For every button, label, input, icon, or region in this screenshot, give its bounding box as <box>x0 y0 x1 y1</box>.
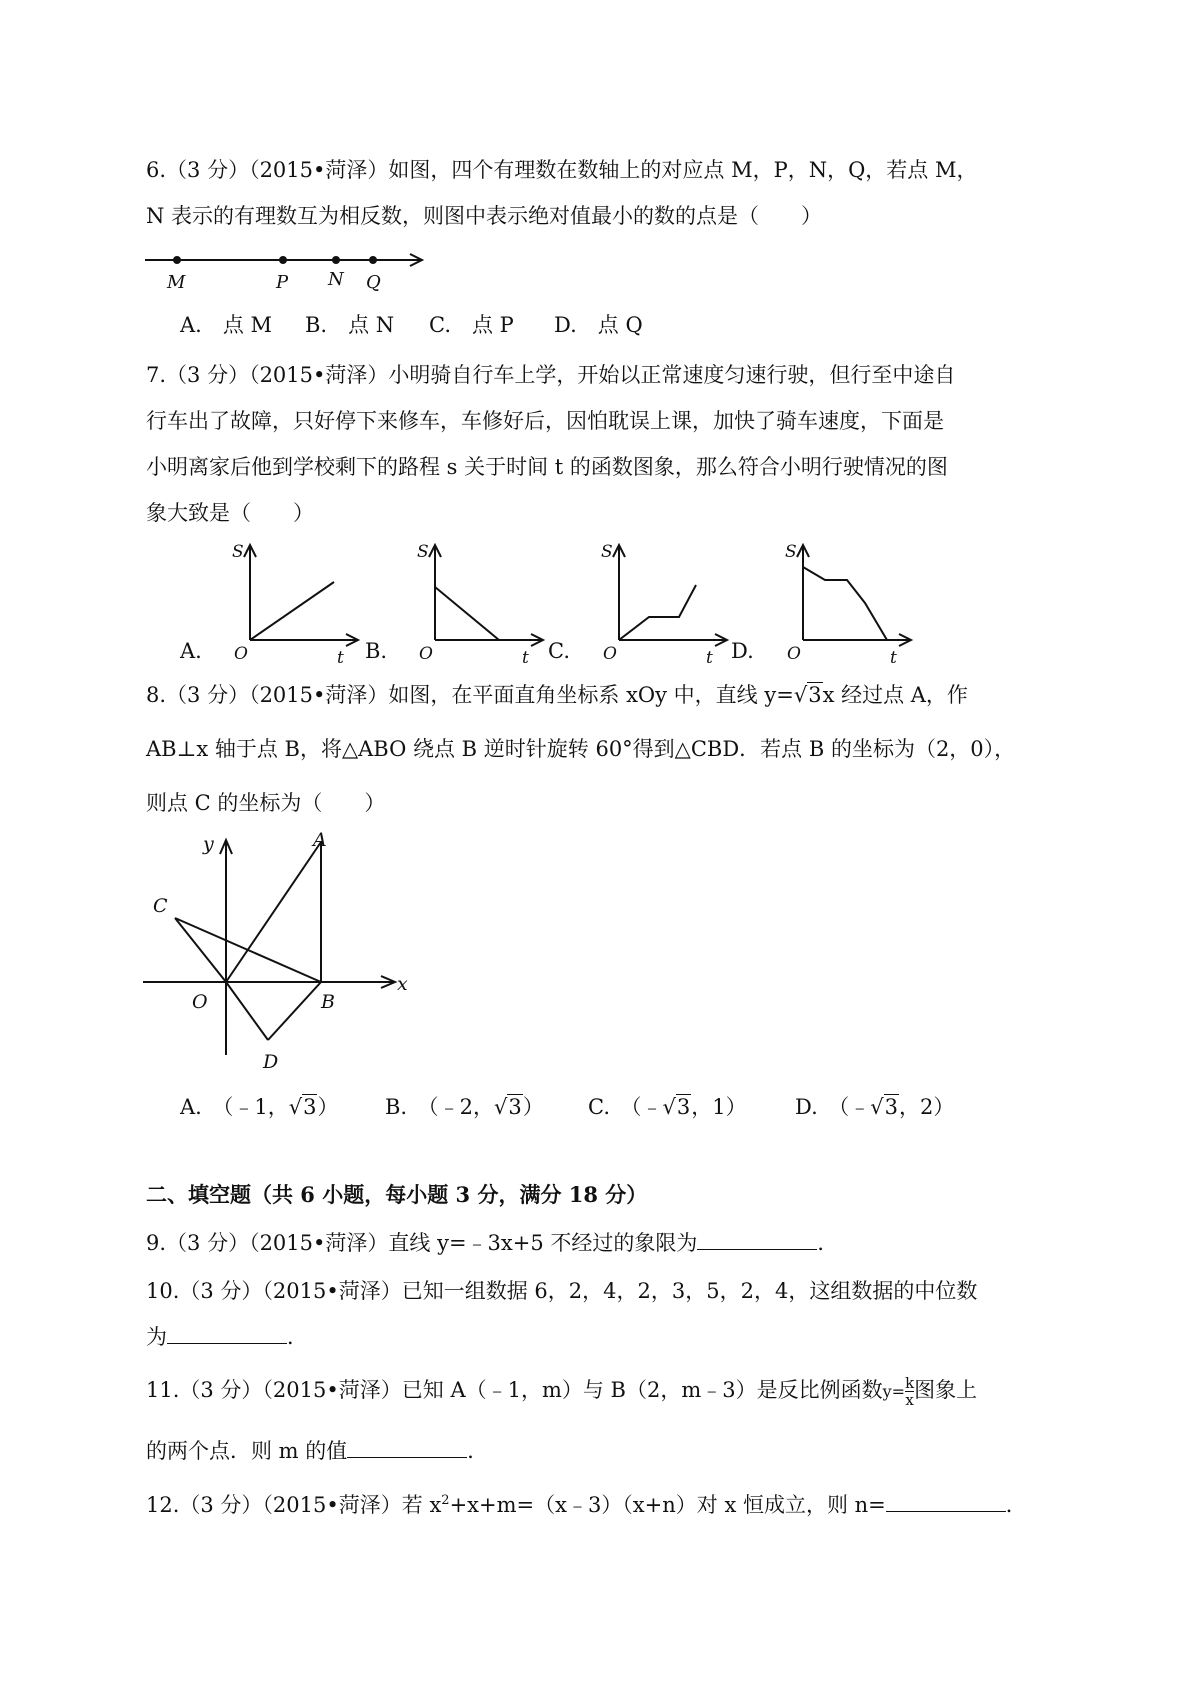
k-over-x-fraction: $\frac{k}{x}$ <box>905 1374 915 1409</box>
q8-coordinate-figure <box>135 830 425 1070</box>
axis-label-t: t <box>890 648 897 665</box>
label-c: C <box>153 895 168 917</box>
q7-stem-line1: 7.（3 分）（2015•菏泽）小明骑自行车上学，开始以正常速度匀速行驶，但行至中途自 <box>146 363 956 387</box>
point-label-q: Q <box>366 272 381 293</box>
point-label-m: M <box>167 272 186 293</box>
number-line-figure <box>140 240 440 295</box>
q7-graph-b <box>407 535 552 665</box>
axis-label-s: S <box>417 542 429 562</box>
q8-choice-b: B. （﹣2，√3） <box>385 1095 544 1119</box>
origin-label: O <box>419 644 433 664</box>
label-o: O <box>192 991 208 1013</box>
q8-stem-line3: 则点 C 的坐标为（ ） <box>146 791 386 815</box>
axis-label-t: t <box>337 648 344 665</box>
axis-label-t: t <box>522 648 529 665</box>
q7-stem-line2: 行车出了故障，只好停下来修车，车修好后，因怕耽误上课，加快了骑车速度，下面是 <box>146 409 944 433</box>
q12-stem: 12.（3 分）（2015•菏泽）若 $x^2+x+m=(x﹣3)(x+n)$对 x 恒成立，则 n= ． <box>146 1493 1027 1517</box>
q8-choice-d: D. （﹣√3，2） <box>795 1095 955 1119</box>
point-label-n: N <box>328 269 344 290</box>
axis-label-s: S <box>601 542 613 562</box>
q9-stem: 9.（3 分）（2015•菏泽）直线 y=﹣3x+5 不经过的象限为 ． <box>146 1231 839 1255</box>
q11-stem-line2: 的两个点．则 m 的值 ． <box>146 1439 489 1463</box>
q7-choice-c: C. <box>548 639 570 663</box>
origin-label: O <box>234 644 248 664</box>
q6-stem-line1: 6.（3 分）（2015•菏泽）如图，四个有理数在数轴上的对应点 M，P，N，Q，若点 M， <box>146 158 978 182</box>
label-d: D <box>263 1051 279 1070</box>
q7-stem-line4: 象大致是（ ） <box>146 501 314 525</box>
q8-choice-a: A. （﹣1，√3） <box>180 1095 339 1119</box>
axis-label-s: S <box>785 542 797 562</box>
q7-stem-line3: 小明离家后他到学校剩下的路程 s 关于时间 t 的函数图象，那么符合小明行驶情况的图 <box>146 455 948 479</box>
q6-stem-line2: N 表示的有理数互为相反数，则图中表示绝对值最小的数的点是（ ） <box>146 204 823 228</box>
point-label-p: P <box>276 272 289 293</box>
q7-choice-a: A. <box>180 639 202 663</box>
q7-choice-b: B. <box>365 639 388 663</box>
q7-choice-d: D. <box>731 639 754 663</box>
origin-label: O <box>787 644 801 664</box>
section-2-title: 二、填空题（共 6 小题，每小题 3 分，满分 18 分） <box>146 1182 648 1207</box>
label-y: y <box>203 833 214 855</box>
label-b: B <box>321 991 335 1013</box>
q10-stem-line1: 10.（3 分）（2015•菏泽）已知一组数据 6，2，4，2，3，5，2，4，这组数据的中位数 <box>146 1279 978 1303</box>
q11-answer-blank[interactable] <box>347 1437 467 1458</box>
q10-stem-line2: 为 ． <box>146 1325 308 1349</box>
axis-label-s: S <box>232 542 244 562</box>
q7-graph-d <box>775 535 920 665</box>
q6-choice-c: C. 点 P <box>429 313 514 337</box>
q8-stem-line2: AB⊥x 轴于点 B，将△ABO 绕点 B 逆时针旋转 60°得到△CBD．若点 B 的坐标为（2，0）， <box>146 737 1016 761</box>
q7-graph-c <box>591 535 736 665</box>
label-x: x <box>397 973 408 995</box>
axis-label-t: t <box>706 648 713 665</box>
q7-graph-a <box>222 535 367 665</box>
label-a: A <box>313 830 327 851</box>
q6-choice-b: B. 点 N <box>305 313 395 337</box>
q8-stem-line1: 8.（3 分）（2015•菏泽）如图，在平面直角坐标系 xOy 中，直线 y=√3x 经过点 A，作 <box>146 683 968 707</box>
q11-stem-line1: 11.（3 分）（2015•菏泽）已知 A（﹣1，m）与 B（2，m﹣3）是反比例函数y= $\frac{k}{x}$ 图象上 <box>146 1374 978 1409</box>
q9-answer-blank[interactable] <box>697 1229 817 1250</box>
q12-answer-blank[interactable] <box>886 1491 1006 1512</box>
q8-choice-c: C. （﹣√3，1） <box>588 1095 747 1119</box>
origin-label: O <box>603 644 617 664</box>
q6-choice-d: D. 点 Q <box>554 313 643 337</box>
q6-choice-a: A. 点 M <box>180 313 273 337</box>
q10-answer-blank[interactable] <box>167 1323 287 1344</box>
